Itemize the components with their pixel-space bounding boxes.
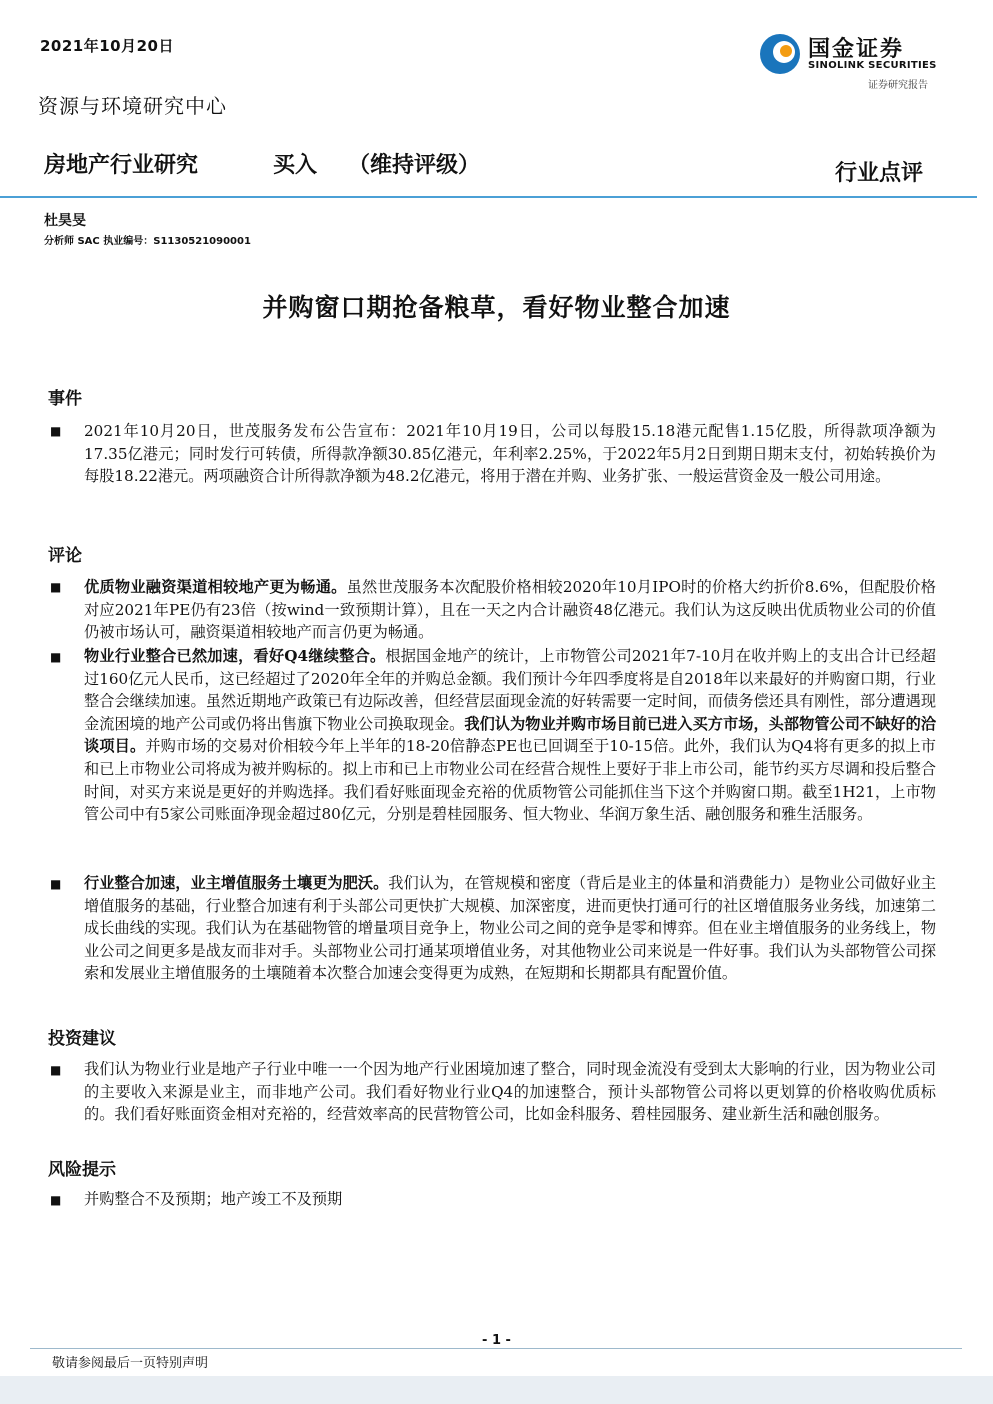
rating-label: 买入 (273, 152, 318, 178)
bullet-icon: ■ (50, 1063, 62, 1077)
industry-label: 房地产行业研究 (44, 152, 199, 178)
comment-paragraph-2 (84, 645, 936, 826)
logo-name-en: SINOLINK SECURITIES (808, 60, 937, 71)
sinolink-logo (756, 30, 946, 92)
header-divider (0, 196, 977, 198)
bullet-icon: ■ (50, 877, 62, 891)
section-heading-advice: 投资建议 (48, 1029, 116, 1049)
rating-note: （维持评级） (348, 152, 481, 178)
comment-2-lead: 物业行业整合已然加速，看好Q4继续整合。 (84, 647, 386, 665)
event-paragraph: 2021年10月20日，世茂服务发布公告宣布：2021年10月19日，公司以每股15.18港元配售1.15亿股，所得款项净额为17.35亿港元；同时发行可转债，所得款净额30.85亿港元，年利率2.25%，于2022年5月2日到期日期末支付，初始转换价为每股18.22港元。两项融资合计所得款净额为48.2亿港元，将用于潜在并购、业务扩张、一般运营资金及一般公司用途。 (84, 422, 936, 486)
analyst-license: 分析师 SAC 执业编号：S1130521090001 (44, 236, 251, 247)
bullet-icon: ■ (50, 580, 62, 594)
comment-1-lead: 优质物业融资渠道相较地产更为畅通。 (84, 578, 347, 596)
comment-3-lead: 行业整合加速，业主增值服务土壤更为肥沃。 (84, 874, 389, 892)
comment-2-emphasis: 我们认为物业并购市场目前已进入买方市场，头部物管公司不缺好的洽谈项目。 (84, 714, 937, 756)
footer-divider (30, 1348, 962, 1349)
comment-3-text: 我们认为，在管规模和密度（背后是业主的体量和消费能力）是物业公司做好业主增值服务的基础，行业整合加速有利于头部公司更快扩大规模、加深密度，进而更快打通可行的社区增值服务业务线，加速第二成长曲线的实现。我们认为在基础物管的增量项目竞争上，物业公司之间的竞争是零和博弈。但在业主增值服务的业务线上，物业公司之间更多是战友而非对手。头部物业公司打通某项增值业务，对其他物业公司来说是一件好事。我们认为头部物管公司探索和发展业主增值服务的土壤随着本次整合加速会变得更为成熟，在短期和长期都具有配置价值。 (84, 874, 937, 983)
section-heading-event: 事件 (48, 389, 82, 409)
section-heading-risk: 风险提示 (48, 1160, 116, 1180)
risk-paragraph: 并购整合不及预期；地产竣工不及预期 (84, 1190, 343, 1208)
report-type: 行业点评 (835, 160, 924, 186)
report-title: 并购窗口期抢备粮草，看好物业整合加速 (262, 293, 731, 322)
comment-1-text: 虽然世茂服务本次配股价格相较2020年10月IPO时的价格大约折价8.6%，但配股价格对应2021年PE仍有23倍（按wind一致预期计算），且在一天之内合计融资48亿港元。我们认为这反映出优质物业公司的价值仍被市场认可，融资渠道相较地产而言仍更为畅通。 (84, 578, 936, 642)
advice-paragraph: 我们认为物业行业是地产子行业中唯一一个因为地产行业困境加速了整合，同时现金流没有受到太大影响的行业，因为物业公司的主要收入来源是业主，而非地产公司。我们看好物业行业Q4的加速整合，预计头部物管公司将以更划算的价格收购优质标的。我们看好账面资金相对充裕的，经营效率高的民营物管公司，比如金科服务、碧桂园服务、建业新生活和融创服务。 (84, 1060, 936, 1124)
analyst-name: 杜昊旻 (44, 213, 86, 229)
comment-paragraph-1 (84, 576, 936, 644)
section-heading-comment: 评论 (48, 546, 82, 566)
bullet-icon: ■ (50, 1193, 62, 1207)
comment-2-text-b: 并购市场的交易对价相较今年上半年的18-20倍静态PE也已回调至于10-15倍。此外，我们认为Q4将有更多的拟上市和已上市物业公司将成为被并购标的。拟上市和已上市物业公司在经营合规性上要好于非上市公司，能节约买方尽调和投后整合时间，对买方来说是更好的并购选择。我们看好账面现金充裕的优质物管公司能抓住当下这个并购窗口期。截至1H21，上市物管公司中有5家公司账面净现金超过80亿元，分别是碧桂园服务、恒大物业、华润万象生活、融创服务和雅生活服务。 (84, 737, 936, 824)
logo-name-cn: 国金证券 (808, 37, 905, 62)
report-date: 2021年10月20日 (40, 37, 174, 55)
comment-paragraph-3 (84, 872, 936, 985)
comment-2-text-a: 根据国金地产的统计，上市物管公司2021年7-10月在收并购上的支出合计已经超过160亿元人民币，这已经超过了2020年全年的并购总金额。我们预计今年四季度将是自2018年以来最好的并购窗口期，行业整合会继续加速。虽然近期地产政策已有边际改善，但经营层面现金流的好转需要一定时间，而债务偿还具有刚性，部分遭遇现金流困境的地产公司或仍将出售旗下物业公司换取现金。 (84, 647, 936, 733)
page-bottom-band (0, 1376, 993, 1404)
page-number: - 1 - (482, 1333, 511, 1348)
footer-notice: 敬请参阅最后一页特别声明 (52, 1356, 209, 1371)
sinolink-logo-icon (758, 32, 802, 76)
bullet-icon: ■ (50, 650, 62, 664)
bullet-icon: ■ (50, 424, 62, 438)
research-center: 资源与环境研究中心 (38, 94, 227, 118)
logo-subtitle: 证券研究报告 (868, 80, 928, 91)
